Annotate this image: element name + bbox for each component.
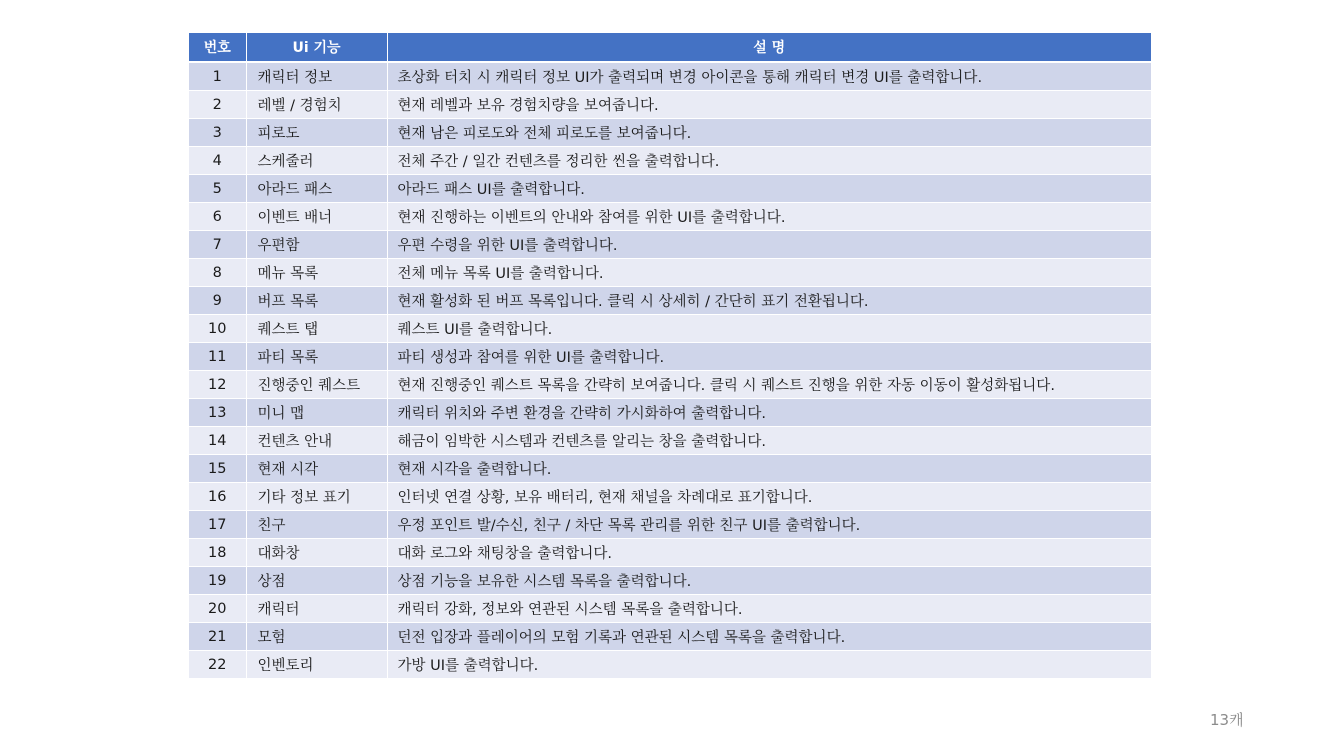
row-feature: 버프 목록 [246, 287, 387, 315]
row-description: 가방 UI를 출력합니다. [387, 651, 1151, 679]
row-description: 상점 기능을 보유한 시스템 목록을 출력합니다. [387, 567, 1151, 595]
page-number: 13캐 [1210, 711, 1244, 729]
row-feature: 피로도 [246, 119, 387, 147]
row-description: 초상화 터치 시 캐릭터 정보 UI가 출력되며 변경 아이콘을 통해 캐릭터 변경 UI를 출력합니다. [387, 62, 1151, 91]
table-row [189, 231, 1151, 259]
row-feature: 기타 정보 표기 [246, 483, 387, 511]
table-row [189, 147, 1151, 175]
table-row [189, 203, 1151, 231]
row-feature: 대화창 [246, 539, 387, 567]
row-feature: 미니 맵 [246, 399, 387, 427]
row-feature: 진행중인 퀘스트 [246, 371, 387, 399]
table-row [189, 371, 1151, 399]
row-feature: 친구 [246, 511, 387, 539]
table-row [189, 62, 1151, 91]
row-number: 1 [189, 62, 246, 91]
header-number: 번호 [189, 33, 246, 62]
header-description: 설 명 [387, 33, 1151, 62]
row-feature: 인벤토리 [246, 651, 387, 679]
row-description: 우정 포인트 발/수신, 친구 / 차단 목록 관리를 위한 친구 UI를 출력합니다. [387, 511, 1151, 539]
table-row [189, 259, 1151, 287]
row-description: 전체 메뉴 목록 UI를 출력합니다. [387, 259, 1151, 287]
table-row [189, 175, 1151, 203]
row-number: 11 [189, 343, 246, 371]
row-description: 퀘스트 UI를 출력합니다. [387, 315, 1151, 343]
row-feature: 스케줄러 [246, 147, 387, 175]
table-row [189, 483, 1151, 511]
row-description: 현재 레벨과 보유 경험치량을 보여줍니다. [387, 91, 1151, 119]
row-number: 16 [189, 483, 246, 511]
row-feature: 현재 시각 [246, 455, 387, 483]
row-description: 아라드 패스 UI를 출력합니다. [387, 175, 1151, 203]
row-description: 해금이 임박한 시스템과 컨텐츠를 알리는 창을 출력합니다. [387, 427, 1151, 455]
table-row [189, 287, 1151, 315]
header-feature: Ui 기능 [246, 33, 387, 62]
row-number: 3 [189, 119, 246, 147]
row-number: 22 [189, 651, 246, 679]
row-number: 17 [189, 511, 246, 539]
row-number: 8 [189, 259, 246, 287]
table-row [189, 455, 1151, 483]
row-number: 9 [189, 287, 246, 315]
row-feature: 모험 [246, 623, 387, 651]
table-row [189, 595, 1151, 623]
row-number: 6 [189, 203, 246, 231]
row-description: 인터넷 연결 상황, 보유 배터리, 현재 채널을 차례대로 표기합니다. [387, 483, 1151, 511]
row-description: 던전 입장과 플레이어의 모험 기록과 연관된 시스템 목록을 출력합니다. [387, 623, 1151, 651]
row-feature: 아라드 패스 [246, 175, 387, 203]
row-number: 2 [189, 91, 246, 119]
row-feature: 퀘스트 탭 [246, 315, 387, 343]
row-number: 12 [189, 371, 246, 399]
row-feature: 캐릭터 [246, 595, 387, 623]
table-row [189, 343, 1151, 371]
table-row [189, 539, 1151, 567]
table-row [189, 119, 1151, 147]
table-row [189, 567, 1151, 595]
row-number: 19 [189, 567, 246, 595]
row-number: 15 [189, 455, 246, 483]
ui-function-table [189, 33, 1151, 679]
row-feature: 메뉴 목록 [246, 259, 387, 287]
row-description: 현재 남은 피로도와 전체 피로도를 보여줍니다. [387, 119, 1151, 147]
row-description: 대화 로그와 채팅창을 출력합니다. [387, 539, 1151, 567]
row-feature: 파티 목록 [246, 343, 387, 371]
row-description: 캐릭터 위치와 주변 환경을 간략히 가시화하여 출력합니다. [387, 399, 1151, 427]
row-number: 7 [189, 231, 246, 259]
row-feature: 상점 [246, 567, 387, 595]
row-feature: 캐릭터 정보 [246, 62, 387, 91]
table-header-row [189, 33, 1151, 62]
row-description: 파티 생성과 참여를 위한 UI를 출력합니다. [387, 343, 1151, 371]
table-row [189, 623, 1151, 651]
table-row [189, 511, 1151, 539]
table-row [189, 651, 1151, 679]
table-row [189, 399, 1151, 427]
row-feature: 우편함 [246, 231, 387, 259]
row-feature: 컨텐츠 안내 [246, 427, 387, 455]
table-row [189, 427, 1151, 455]
row-description: 캐릭터 강화, 정보와 연관된 시스템 목록을 출력합니다. [387, 595, 1151, 623]
row-description: 우편 수령을 위한 UI를 출력합니다. [387, 231, 1151, 259]
row-number: 4 [189, 147, 246, 175]
row-description: 전체 주간 / 일간 컨텐츠를 정리한 씬을 출력합니다. [387, 147, 1151, 175]
row-number: 10 [189, 315, 246, 343]
row-description: 현재 진행하는 이벤트의 안내와 참여를 위한 UI를 출력합니다. [387, 203, 1151, 231]
row-number: 18 [189, 539, 246, 567]
row-number: 14 [189, 427, 246, 455]
row-feature: 이벤트 배너 [246, 203, 387, 231]
row-number: 13 [189, 399, 246, 427]
row-description: 현재 시각을 출력합니다. [387, 455, 1151, 483]
row-feature: 레벨 / 경험치 [246, 91, 387, 119]
row-description: 현재 진행중인 퀘스트 목록을 간략히 보여줍니다. 클릭 시 퀘스트 진행을 위한 자동 이동이 활성화됩니다. [387, 371, 1151, 399]
table-row [189, 315, 1151, 343]
row-description: 현재 활성화 된 버프 목록입니다. 클릭 시 상세히 / 간단히 표기 전환됩니다. [387, 287, 1151, 315]
table-row [189, 91, 1151, 119]
row-number: 5 [189, 175, 246, 203]
table-body [189, 62, 1151, 679]
row-number: 21 [189, 623, 246, 651]
row-number: 20 [189, 595, 246, 623]
